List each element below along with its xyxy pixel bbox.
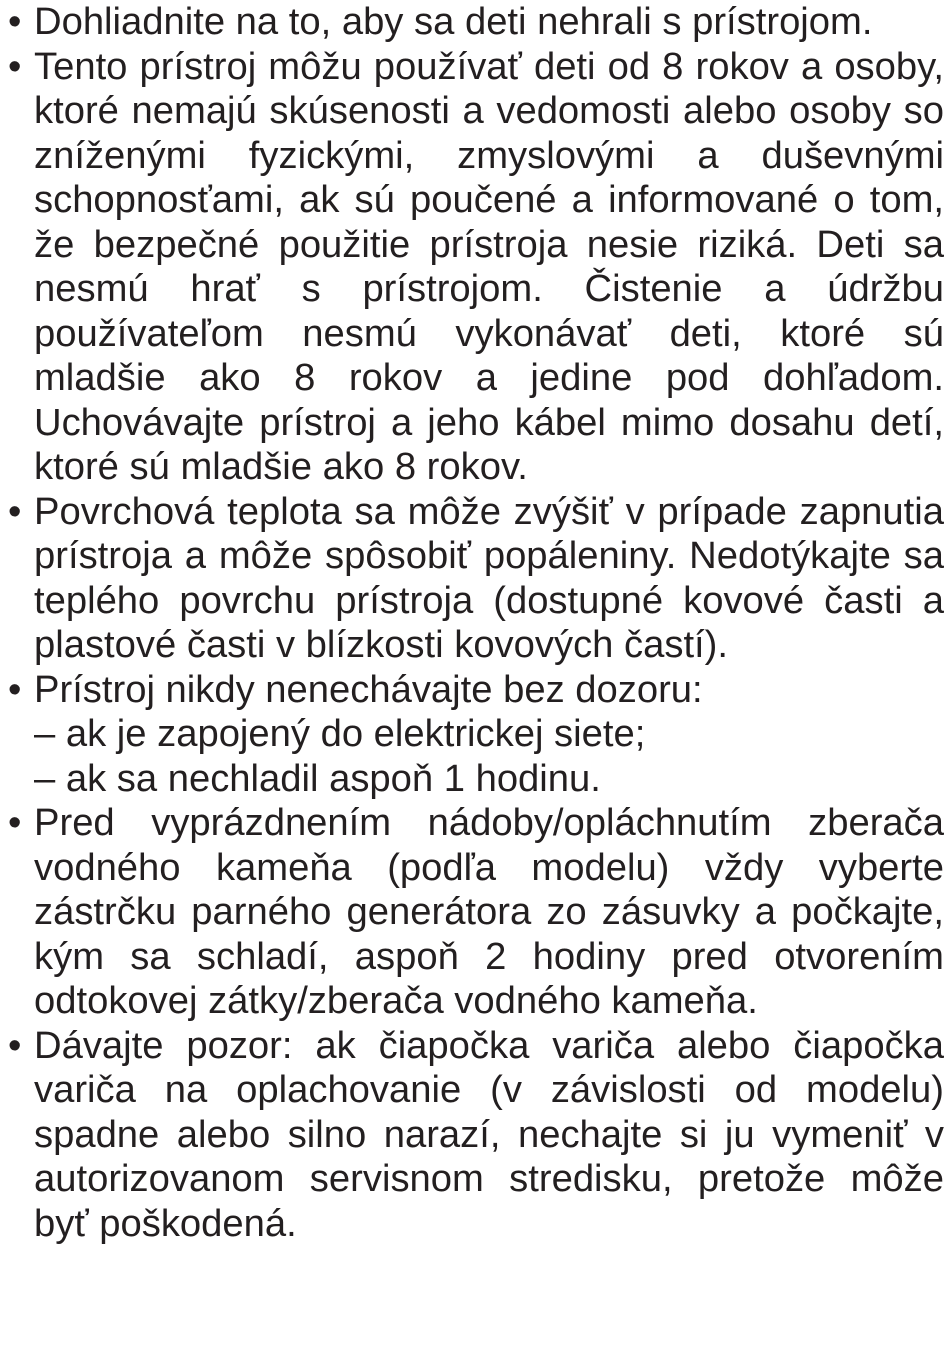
list-item-text: Pred vyprázdnením nádoby/opláchnutím zberača vodného kameňa (podľa modelu) vždy vyberte zástrčku parného generátora zo zásuvky a počkajte, kým sa schladí, aspoň 2 hodiny pred otvorením odtokovej zátky/zberača vodného kameňa. [34, 801, 944, 1022]
bullet-icon: • [8, 44, 22, 88]
bullet-icon: • [8, 667, 22, 711]
bullet-icon: • [8, 1023, 22, 1067]
bullet-icon: • [8, 489, 22, 533]
list-item [8, 668, 944, 802]
list-item-text: Dohliadnite na to, aby sa deti nehrali s prístrojom. [34, 0, 873, 43]
list-item-text: Dávajte pozor: ak čiapočka variča alebo čiapočka variča na oplachovanie (v závislosti od modelu) spadne alebo silno narazí, nechajte si ju vymeniť v autorizovanom servisnom stredisku, pretože môže byť poškodená. [34, 1023, 944, 1245]
bullet-icon: • [8, 0, 22, 43]
sub-list-item: – ak je zapojený do elektrickej siete; [34, 712, 646, 755]
list-item [8, 1024, 944, 1247]
list-item-text: Tento prístroj môžu používať deti od 8 rokov a osoby, ktoré nemajú skúsenosti a vedomosti alebo osoby so zníženými fyzickými, zmyslovými a duševnými schopnosťami, ak sú poučené a informované o tom, že bezpečné použitie prístroja nesie riziká. Deti sa nesmú hrať s prístrojom. Čistenie a údržbu používateľom nesmú vykonávať deti, ktoré sú mladšie ako 8 rokov a jedine pod dohľadom. Uchovávajte prístroj a jeho kábel mimo dosahu detí, ktoré sú mladšie ako 8 rokov. [34, 44, 944, 488]
list-item-text: Povrchová teplota sa môže zvýšiť v prípade zapnutia prístroja a môže spôsobiť popáleniny. Nedotýkajte sa teplého povrchu prístroja (dostupné kovové časti a plastové časti v blízkosti kovových častí). [34, 489, 944, 666]
list-item [8, 490, 944, 668]
safety-instructions-page [8, 0, 944, 1246]
sub-list-item: – ak sa nechladil aspoň 1 hodinu. [34, 756, 601, 800]
list-item-text: Prístroj nikdy nenechávajte bez dozoru: [34, 667, 703, 711]
list-item [8, 801, 944, 1024]
safety-instructions-list [8, 0, 944, 1246]
list-item [8, 0, 944, 45]
bullet-icon: • [8, 801, 22, 844]
list-item [8, 45, 944, 490]
